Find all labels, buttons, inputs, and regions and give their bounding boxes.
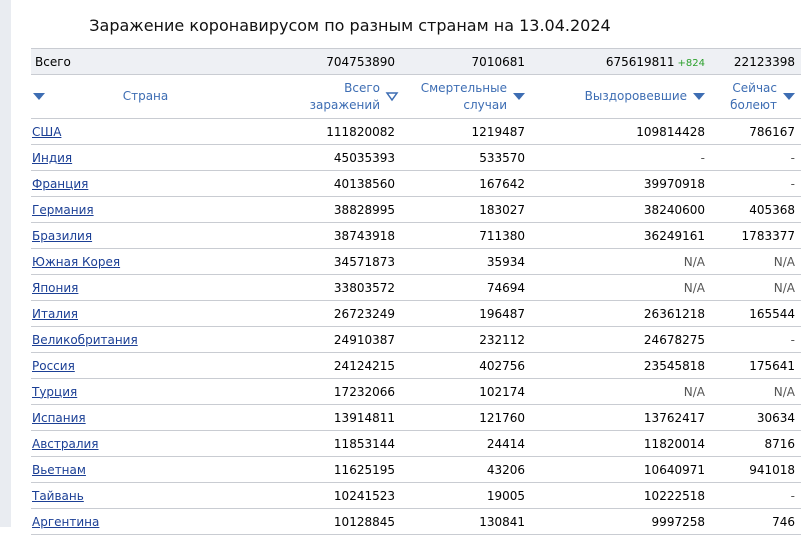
deaths-cell bbox=[401, 483, 531, 509]
recovered-value: 23545818 bbox=[643, 358, 705, 373]
covid-table bbox=[31, 48, 801, 535]
deaths-cell bbox=[401, 145, 531, 171]
left-margin-strip bbox=[0, 0, 11, 527]
country-cell bbox=[31, 457, 246, 483]
column-header-infected-line2: заражений bbox=[309, 97, 380, 112]
sort-desc-icon[interactable] bbox=[513, 93, 525, 100]
country-cell bbox=[31, 353, 246, 379]
recovered-cell bbox=[531, 431, 711, 457]
column-header-infected-line1: Всего bbox=[344, 80, 380, 95]
country-cell bbox=[31, 197, 246, 223]
column-header-deaths[interactable] bbox=[401, 75, 531, 119]
infected-cell bbox=[246, 301, 401, 327]
recovered-cell bbox=[531, 483, 711, 509]
deaths-cell bbox=[401, 223, 531, 249]
country-cell bbox=[31, 249, 246, 275]
table-row bbox=[31, 249, 801, 275]
deaths-cell bbox=[401, 457, 531, 483]
recovered-cell bbox=[531, 379, 711, 405]
column-header-recovered[interactable] bbox=[531, 75, 711, 119]
infected-cell bbox=[246, 145, 401, 171]
total-recovered: 675619811 bbox=[605, 54, 675, 69]
active-cell bbox=[711, 327, 801, 353]
active-cell bbox=[711, 119, 801, 145]
active-value: N/A bbox=[773, 280, 795, 295]
infected-value: 24124215 bbox=[333, 358, 395, 373]
total-label: Всего bbox=[31, 49, 246, 75]
recovered-cell bbox=[531, 249, 711, 275]
infected-value: 11853144 bbox=[333, 436, 395, 451]
country-cell bbox=[31, 405, 246, 431]
deaths-cell bbox=[401, 197, 531, 223]
active-value: - bbox=[790, 176, 795, 191]
recovered-value: 26361218 bbox=[643, 306, 705, 321]
country-cell bbox=[31, 509, 246, 535]
sort-desc-icon[interactable] bbox=[783, 93, 795, 100]
recovered-value: N/A bbox=[683, 280, 705, 295]
infected-cell bbox=[246, 197, 401, 223]
active-value: 405368 bbox=[749, 202, 795, 217]
deaths-value: 74694 bbox=[486, 280, 525, 295]
active-cell bbox=[711, 431, 801, 457]
country-link[interactable]: Испания bbox=[32, 410, 86, 425]
recovered-value: 36249161 bbox=[643, 228, 705, 243]
table-row bbox=[31, 457, 801, 483]
infected-value: 38743918 bbox=[333, 228, 395, 243]
deaths-cell bbox=[401, 249, 531, 275]
recovered-value: 13762417 bbox=[643, 410, 705, 425]
deaths-value: 35934 bbox=[486, 254, 525, 269]
table-row bbox=[31, 509, 801, 535]
total-row bbox=[31, 49, 801, 75]
deaths-cell bbox=[401, 509, 531, 535]
active-value: 746 bbox=[772, 514, 795, 529]
column-header-active-line2: болеют bbox=[730, 97, 777, 112]
recovered-value: 38240600 bbox=[643, 202, 705, 217]
table-row bbox=[31, 301, 801, 327]
infected-value: 11625195 bbox=[333, 462, 395, 477]
table-row bbox=[31, 171, 801, 197]
active-cell bbox=[711, 275, 801, 301]
active-cell bbox=[711, 249, 801, 275]
country-cell bbox=[31, 431, 246, 457]
infected-cell bbox=[246, 431, 401, 457]
table-row bbox=[31, 197, 801, 223]
country-cell bbox=[31, 171, 246, 197]
country-cell bbox=[31, 119, 246, 145]
active-value: - bbox=[790, 488, 795, 503]
active-cell bbox=[711, 301, 801, 327]
active-value: 786167 bbox=[749, 124, 795, 139]
header-row bbox=[31, 75, 801, 119]
deaths-value: 167642 bbox=[479, 176, 525, 191]
infected-value: 24910387 bbox=[333, 332, 395, 347]
infected-value: 45035393 bbox=[333, 150, 395, 165]
recovered-cell bbox=[531, 171, 711, 197]
infected-value: 10128845 bbox=[333, 514, 395, 529]
sort-desc-icon[interactable] bbox=[33, 93, 45, 100]
total-recovered-delta: +824 bbox=[677, 57, 705, 69]
infected-cell bbox=[246, 353, 401, 379]
deaths-value: 533570 bbox=[479, 150, 525, 165]
recovered-cell bbox=[531, 197, 711, 223]
infected-cell bbox=[246, 119, 401, 145]
active-value: 8716 bbox=[764, 436, 795, 451]
sort-outline-icon[interactable] bbox=[386, 92, 395, 101]
infected-cell bbox=[246, 327, 401, 353]
active-value: 1783377 bbox=[741, 228, 795, 243]
country-link[interactable]: США bbox=[32, 124, 62, 139]
recovered-value: - bbox=[700, 150, 705, 165]
recovered-value: 11820014 bbox=[643, 436, 705, 451]
infected-value: 26723249 bbox=[333, 306, 395, 321]
country-link[interactable]: Бразилия bbox=[32, 228, 93, 243]
sort-desc-icon[interactable] bbox=[693, 93, 705, 100]
active-cell bbox=[711, 379, 801, 405]
country-link[interactable]: Вьетнам bbox=[32, 462, 86, 477]
infected-cell bbox=[246, 379, 401, 405]
country-link[interactable]: Турция bbox=[32, 384, 78, 399]
deaths-value: 24414 bbox=[486, 436, 525, 451]
infected-value: 34571873 bbox=[333, 254, 395, 269]
country-cell bbox=[31, 275, 246, 301]
column-header-recovered-label: Выздоровевшие bbox=[584, 89, 687, 103]
table-row bbox=[31, 119, 801, 145]
column-header-country-label: Страна bbox=[122, 89, 169, 103]
deaths-cell bbox=[401, 405, 531, 431]
active-value: N/A bbox=[773, 384, 795, 399]
active-value: 175641 bbox=[749, 358, 795, 373]
deaths-value: 1219487 bbox=[471, 124, 525, 139]
column-header-active-line1: Сейчас bbox=[732, 80, 777, 95]
deaths-value: 102174 bbox=[479, 384, 525, 399]
infected-cell bbox=[246, 405, 401, 431]
deaths-value: 196487 bbox=[479, 306, 525, 321]
infected-value: 38828995 bbox=[333, 202, 395, 217]
recovered-value: 10640971 bbox=[643, 462, 705, 477]
active-value: - bbox=[790, 150, 795, 165]
recovered-cell bbox=[531, 119, 711, 145]
infected-value: 13914811 bbox=[333, 410, 395, 425]
infected-cell bbox=[246, 223, 401, 249]
recovered-cell bbox=[531, 457, 711, 483]
column-header-deaths-line2: случаи bbox=[463, 97, 507, 112]
recovered-value: N/A bbox=[683, 254, 705, 269]
deaths-value: 402756 bbox=[479, 358, 525, 373]
active-cell bbox=[711, 171, 801, 197]
deaths-value: 19005 bbox=[486, 488, 525, 503]
country-cell bbox=[31, 327, 246, 353]
table-row bbox=[31, 405, 801, 431]
active-value: N/A bbox=[773, 254, 795, 269]
deaths-value: 183027 bbox=[479, 202, 525, 217]
deaths-value: 130841 bbox=[479, 514, 525, 529]
country-link[interactable]: Франция bbox=[32, 176, 89, 191]
deaths-cell bbox=[401, 119, 531, 145]
table-row bbox=[31, 353, 801, 379]
active-cell bbox=[711, 197, 801, 223]
column-header-country[interactable] bbox=[31, 75, 246, 119]
infected-cell bbox=[246, 171, 401, 197]
column-header-infected[interactable] bbox=[246, 75, 401, 119]
country-link[interactable]: Аргентина bbox=[32, 514, 100, 529]
active-value: 30634 bbox=[756, 410, 795, 425]
column-header-deaths-line1: Смертельные bbox=[420, 80, 507, 95]
recovered-value: 10222518 bbox=[643, 488, 705, 503]
country-link[interactable]: Япония bbox=[32, 280, 79, 295]
infected-value: 33803572 bbox=[333, 280, 395, 295]
recovered-cell bbox=[531, 301, 711, 327]
infected-cell bbox=[246, 457, 401, 483]
country-cell bbox=[31, 483, 246, 509]
active-value: - bbox=[790, 332, 795, 347]
deaths-cell bbox=[401, 327, 531, 353]
country-cell bbox=[31, 379, 246, 405]
active-cell bbox=[711, 223, 801, 249]
infected-value: 40138560 bbox=[333, 176, 395, 191]
table-row bbox=[31, 145, 801, 171]
infected-cell bbox=[246, 509, 401, 535]
country-link[interactable]: Южная Корея bbox=[32, 254, 121, 269]
total-infected: 704753890 bbox=[246, 49, 401, 75]
recovered-cell bbox=[531, 405, 711, 431]
deaths-cell bbox=[401, 431, 531, 457]
active-value: 941018 bbox=[749, 462, 795, 477]
infected-value: 111820082 bbox=[326, 124, 395, 139]
country-link[interactable]: Италия bbox=[32, 306, 79, 321]
table-row bbox=[31, 483, 801, 509]
country-cell bbox=[31, 301, 246, 327]
country-link[interactable]: Индия bbox=[32, 150, 73, 165]
deaths-cell bbox=[401, 301, 531, 327]
recovered-value: 39970918 bbox=[643, 176, 705, 191]
table-row bbox=[31, 223, 801, 249]
infected-value: 10241523 bbox=[333, 488, 395, 503]
active-cell bbox=[711, 457, 801, 483]
recovered-cell bbox=[531, 275, 711, 301]
infected-value: 17232066 bbox=[333, 384, 395, 399]
total-deaths: 7010681 bbox=[401, 49, 531, 75]
total-recovered-cell bbox=[531, 49, 711, 75]
country-link[interactable]: Тайвань bbox=[32, 488, 84, 503]
column-header-active[interactable] bbox=[711, 75, 801, 119]
active-cell bbox=[711, 353, 801, 379]
active-cell bbox=[711, 145, 801, 171]
table-row bbox=[31, 327, 801, 353]
table-row bbox=[31, 431, 801, 457]
deaths-cell bbox=[401, 353, 531, 379]
country-link[interactable]: Австралия bbox=[32, 436, 99, 451]
active-cell bbox=[711, 509, 801, 535]
country-cell bbox=[31, 223, 246, 249]
covid-table-wrapper bbox=[31, 48, 795, 535]
active-cell bbox=[711, 483, 801, 509]
deaths-value: 711380 bbox=[479, 228, 525, 243]
active-cell bbox=[711, 405, 801, 431]
infected-cell bbox=[246, 275, 401, 301]
deaths-value: 121760 bbox=[479, 410, 525, 425]
total-active: 22123398 bbox=[711, 49, 801, 75]
infected-cell bbox=[246, 249, 401, 275]
infected-cell bbox=[246, 483, 401, 509]
recovered-value: 109814428 bbox=[636, 124, 705, 139]
country-link[interactable]: Великобритания bbox=[32, 332, 138, 347]
recovered-cell bbox=[531, 223, 711, 249]
table-row bbox=[31, 275, 801, 301]
recovered-value: 9997258 bbox=[651, 514, 705, 529]
country-link[interactable]: Германия bbox=[32, 202, 94, 217]
recovered-cell bbox=[531, 353, 711, 379]
recovered-cell bbox=[531, 509, 711, 535]
recovered-value: N/A bbox=[683, 384, 705, 399]
recovered-cell bbox=[531, 327, 711, 353]
page-title: Заражение коронавирусом по разным странам на 13.04.2024 bbox=[89, 16, 611, 35]
table-row bbox=[31, 379, 801, 405]
country-cell bbox=[31, 145, 246, 171]
deaths-cell bbox=[401, 379, 531, 405]
recovered-cell bbox=[531, 145, 711, 171]
deaths-cell bbox=[401, 275, 531, 301]
deaths-value: 43206 bbox=[486, 462, 525, 477]
country-link[interactable]: Россия bbox=[32, 358, 75, 373]
active-value: 165544 bbox=[749, 306, 795, 321]
recovered-value: 24678275 bbox=[643, 332, 705, 347]
deaths-value: 232112 bbox=[479, 332, 525, 347]
deaths-cell bbox=[401, 171, 531, 197]
